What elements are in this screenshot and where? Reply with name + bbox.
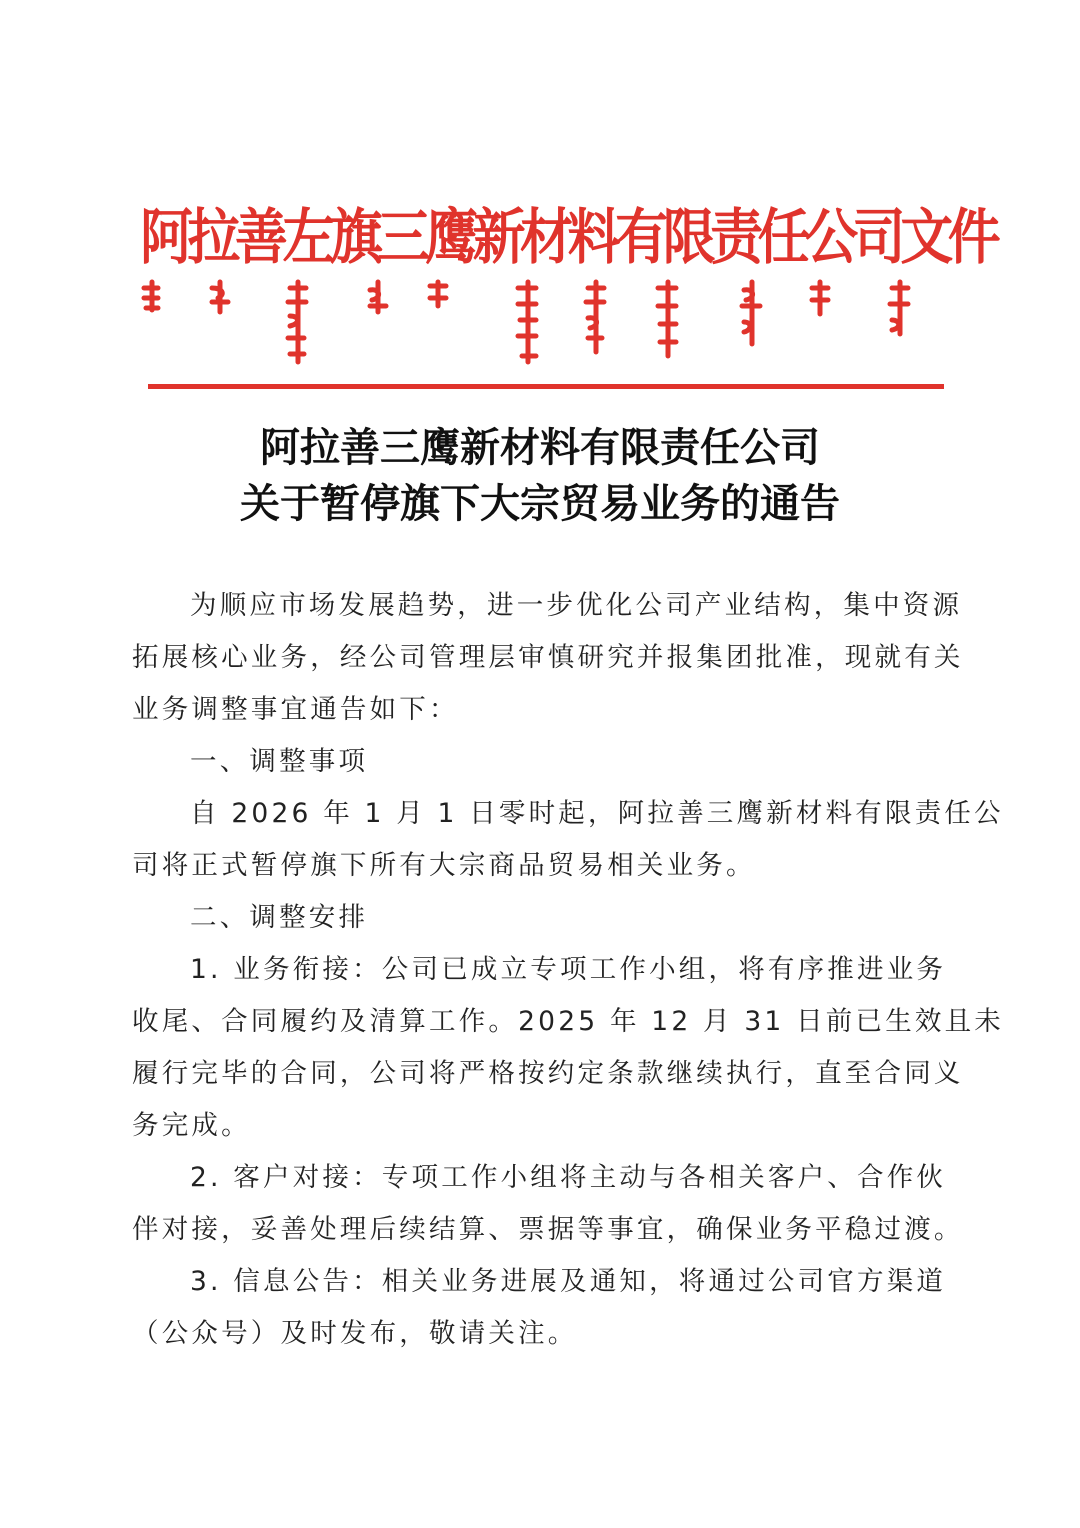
item-3-line-1: 3. 信息公告：相关业务进展及通知，将通过公司官方渠道 bbox=[190, 1266, 947, 1297]
document-title-line-2: 关于暂停旗下大宗贸易业务的通告 bbox=[240, 480, 840, 527]
item-1-line-4: 务完成。 bbox=[132, 1110, 251, 1141]
item-2-line-2: 伴对接，妥善处理后续结算、票据等事宜，确保业务平稳过渡。 bbox=[132, 1214, 964, 1245]
item-1-line-1: 1. 业务衔接：公司已成立专项工作小组，将有序推进业务 bbox=[190, 954, 947, 985]
item-1-line-3: 履行完毕的合同，公司将严格按约定条款继续执行，直至合同义 bbox=[132, 1058, 964, 1089]
intro-line-3: 业务调整事宜通告如下： bbox=[132, 694, 459, 725]
mongolian-script-letterhead bbox=[140, 276, 930, 376]
intro-line-2: 拓展核心业务，经公司管理层审慎研究并报集团批准，现就有关 bbox=[132, 642, 964, 673]
section-1-line-1: 自 2026 年 1 月 1 日零时起，阿拉善三鹰新材料有限责任公 bbox=[190, 798, 1004, 829]
section-2-heading: 二、调整安排 bbox=[190, 902, 369, 933]
letterhead-title: 阿拉善左旗三鹰新材料有限责任公司文件 bbox=[140, 203, 996, 273]
letterhead-divider bbox=[148, 384, 944, 389]
item-2-line-1: 2. 客户对接：专项工作小组将主动与各相关客户、合作伙 bbox=[190, 1162, 947, 1193]
item-3-line-2: （公众号）及时发布，敬请关注。 bbox=[132, 1318, 578, 1349]
intro-line-1: 为顺应市场发展趋势，进一步优化公司产业结构，集中资源 bbox=[190, 590, 963, 621]
item-1-line-2: 收尾、合同履约及清算工作。2025 年 12 月 31 日前已生效且未 bbox=[132, 1006, 1004, 1037]
section-1-line-2: 司将正式暂停旗下所有大宗商品贸易相关业务。 bbox=[132, 850, 756, 881]
document-title-line-1: 阿拉善三鹰新材料有限责任公司 bbox=[260, 424, 820, 471]
section-1-heading: 一、调整事项 bbox=[190, 746, 369, 777]
